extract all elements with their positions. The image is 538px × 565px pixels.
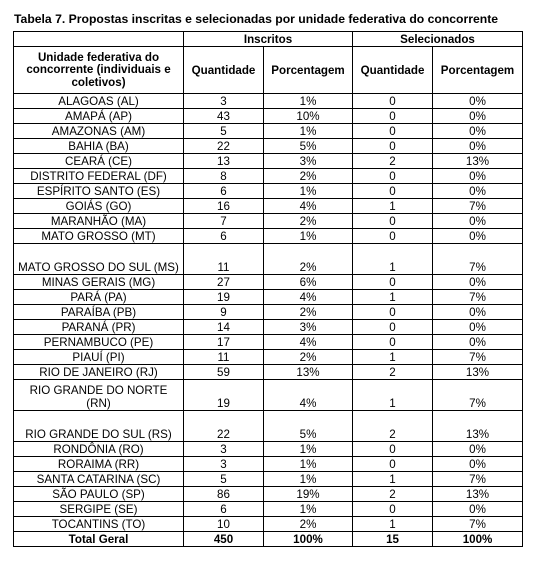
selecionados-porcentagem-cell: 0%: [433, 335, 523, 350]
inscritos-quantidade-cell: 5: [184, 472, 264, 487]
table-row: [14, 380, 523, 411]
inscritos-quantidade-cell: 16: [184, 199, 264, 214]
inscritos-porcentagem-cell: 1%: [264, 442, 353, 457]
selecionados-porcentagem-cell: 0%: [433, 139, 523, 154]
header-selecionados-quantidade: Quantidade: [353, 47, 433, 94]
uf-cell: ALAGOAS (AL): [14, 94, 184, 109]
uf-cell: RORAIMA (RR): [14, 457, 184, 472]
selecionados-quantidade-cell: 0: [353, 184, 433, 199]
inscritos-quantidade-cell: 5: [184, 124, 264, 139]
table-row: [14, 199, 523, 214]
inscritos-quantidade-cell: 9: [184, 305, 264, 320]
table-row: [14, 502, 523, 517]
selecionados-quantidade-cell: 0: [353, 124, 433, 139]
uf-cell: PARAÍBA (PB): [14, 305, 184, 320]
uf-cell: MARANHÃO (MA): [14, 214, 184, 229]
header-sub-row: [14, 47, 523, 94]
inscritos-porcentagem-cell: 1%: [264, 457, 353, 472]
table-row: [14, 517, 523, 532]
inscritos-porcentagem-cell: 2%: [264, 517, 353, 532]
uf-cell: RIO GRANDE DO SUL (RS): [14, 411, 184, 442]
inscritos-quantidade-cell: 19: [184, 290, 264, 305]
inscritos-porcentagem-cell: 5%: [264, 139, 353, 154]
table-row: [14, 457, 523, 472]
total-inscritos-quantidade-cell: 450: [184, 532, 264, 547]
inscritos-porcentagem-cell: 4%: [264, 335, 353, 350]
selecionados-porcentagem-cell: 0%: [433, 229, 523, 244]
selecionados-quantidade-cell: 1: [353, 199, 433, 214]
selecionados-quantidade-cell: 0: [353, 457, 433, 472]
table-row: [14, 184, 523, 199]
selecionados-porcentagem-cell: 13%: [433, 411, 523, 442]
inscritos-porcentagem-cell: 1%: [264, 472, 353, 487]
uf-cell: MATO GROSSO DO SUL (MS): [14, 244, 184, 275]
table-row: [14, 442, 523, 457]
selecionados-porcentagem-cell: 0%: [433, 214, 523, 229]
inscritos-quantidade-cell: 7: [184, 214, 264, 229]
selecionados-quantidade-cell: 0: [353, 275, 433, 290]
uf-cell: MATO GROSSO (MT): [14, 229, 184, 244]
selecionados-quantidade-cell: 1: [353, 472, 433, 487]
selecionados-porcentagem-cell: 7%: [433, 290, 523, 305]
table-row: [14, 305, 523, 320]
table-row: [14, 411, 523, 442]
header-empty-cell: [14, 32, 184, 47]
proposals-table: [13, 31, 523, 547]
selecionados-porcentagem-cell: 0%: [433, 457, 523, 472]
inscritos-porcentagem-cell: 13%: [264, 365, 353, 380]
inscritos-quantidade-cell: 22: [184, 411, 264, 442]
inscritos-quantidade-cell: 14: [184, 320, 264, 335]
inscritos-quantidade-cell: 6: [184, 502, 264, 517]
inscritos-porcentagem-cell: 5%: [264, 411, 353, 442]
table-row: [14, 275, 523, 290]
table-row: [14, 290, 523, 305]
uf-cell: MINAS GERAIS (MG): [14, 275, 184, 290]
inscritos-porcentagem-cell: 2%: [264, 305, 353, 320]
inscritos-quantidade-cell: 22: [184, 139, 264, 154]
selecionados-quantidade-cell: 0: [353, 229, 433, 244]
table-row: [14, 472, 523, 487]
header-group-row: [14, 32, 523, 47]
selecionados-porcentagem-cell: 7%: [433, 199, 523, 214]
inscritos-quantidade-cell: 3: [184, 442, 264, 457]
selecionados-porcentagem-cell: 0%: [433, 305, 523, 320]
selecionados-porcentagem-cell: 0%: [433, 109, 523, 124]
uf-cell: GOIÁS (GO): [14, 199, 184, 214]
selecionados-quantidade-cell: 0: [353, 442, 433, 457]
header-inscritos: Inscritos: [184, 32, 353, 47]
inscritos-quantidade-cell: 6: [184, 184, 264, 199]
header-uf: Unidade federativa do concorrente (individuais e coletivos): [14, 47, 184, 94]
selecionados-quantidade-cell: 2: [353, 365, 433, 380]
table-row: [14, 94, 523, 109]
total-row: [14, 532, 523, 547]
inscritos-porcentagem-cell: 2%: [264, 214, 353, 229]
inscritos-porcentagem-cell: 2%: [264, 350, 353, 365]
selecionados-quantidade-cell: 2: [353, 487, 433, 502]
table-row: [14, 214, 523, 229]
table-row: [14, 335, 523, 350]
selecionados-porcentagem-cell: 13%: [433, 487, 523, 502]
selecionados-quantidade-cell: 0: [353, 502, 433, 517]
inscritos-quantidade-cell: 6: [184, 229, 264, 244]
selecionados-quantidade-cell: 1: [353, 380, 433, 411]
selecionados-porcentagem-cell: 0%: [433, 320, 523, 335]
table-row: [14, 244, 523, 275]
table-body: [14, 94, 523, 547]
inscritos-porcentagem-cell: 3%: [264, 320, 353, 335]
uf-cell: PERNAMBUCO (PE): [14, 335, 184, 350]
uf-cell: DISTRITO FEDERAL (DF): [14, 169, 184, 184]
inscritos-porcentagem-cell: 1%: [264, 502, 353, 517]
selecionados-porcentagem-cell: 7%: [433, 380, 523, 411]
uf-cell: SANTA CATARINA (SC): [14, 472, 184, 487]
table-row: [14, 139, 523, 154]
inscritos-porcentagem-cell: 2%: [264, 169, 353, 184]
total-selecionados-porcentagem-cell: 100%: [433, 532, 523, 547]
table-row: [14, 154, 523, 169]
uf-cell: AMAZONAS (AM): [14, 124, 184, 139]
uf-cell: RIO DE JANEIRO (RJ): [14, 365, 184, 380]
inscritos-quantidade-cell: 17: [184, 335, 264, 350]
inscritos-porcentagem-cell: 1%: [264, 184, 353, 199]
uf-cell: SÃO PAULO (SP): [14, 487, 184, 502]
selecionados-porcentagem-cell: 0%: [433, 184, 523, 199]
selecionados-quantidade-cell: 0: [353, 305, 433, 320]
inscritos-quantidade-cell: 10: [184, 517, 264, 532]
header-selecionados-porcentagem: Porcentagem: [433, 47, 523, 94]
table-row: [14, 365, 523, 380]
inscritos-porcentagem-cell: 4%: [264, 199, 353, 214]
inscritos-porcentagem-cell: 1%: [264, 124, 353, 139]
uf-cell: SERGIPE (SE): [14, 502, 184, 517]
inscritos-porcentagem-cell: 6%: [264, 275, 353, 290]
selecionados-quantidade-cell: 0: [353, 320, 433, 335]
selecionados-quantidade-cell: 0: [353, 335, 433, 350]
selecionados-porcentagem-cell: 7%: [433, 350, 523, 365]
selecionados-porcentagem-cell: 7%: [433, 472, 523, 487]
inscritos-porcentagem-cell: 10%: [264, 109, 353, 124]
table-row: [14, 487, 523, 502]
selecionados-quantidade-cell: 0: [353, 139, 433, 154]
inscritos-quantidade-cell: 3: [184, 457, 264, 472]
table-row: [14, 320, 523, 335]
inscritos-quantidade-cell: 11: [184, 350, 264, 365]
inscritos-quantidade-cell: 19: [184, 380, 264, 411]
inscritos-porcentagem-cell: 1%: [264, 94, 353, 109]
inscritos-quantidade-cell: 13: [184, 154, 264, 169]
selecionados-quantidade-cell: 0: [353, 109, 433, 124]
uf-cell: PARÁ (PA): [14, 290, 184, 305]
selecionados-porcentagem-cell: 13%: [433, 365, 523, 380]
inscritos-porcentagem-cell: 4%: [264, 290, 353, 305]
inscritos-quantidade-cell: 11: [184, 244, 264, 275]
total-selecionados-quantidade-cell: 15: [353, 532, 433, 547]
inscritos-porcentagem-cell: 19%: [264, 487, 353, 502]
selecionados-porcentagem-cell: 0%: [433, 94, 523, 109]
table-row: [14, 169, 523, 184]
inscritos-quantidade-cell: 86: [184, 487, 264, 502]
inscritos-porcentagem-cell: 3%: [264, 154, 353, 169]
selecionados-quantidade-cell: 0: [353, 169, 433, 184]
selecionados-quantidade-cell: 1: [353, 244, 433, 275]
selecionados-porcentagem-cell: 7%: [433, 517, 523, 532]
selecionados-porcentagem-cell: 0%: [433, 169, 523, 184]
selecionados-porcentagem-cell: 0%: [433, 124, 523, 139]
inscritos-quantidade-cell: 43: [184, 109, 264, 124]
header-selecionados: Selecionados: [353, 32, 523, 47]
selecionados-quantidade-cell: 2: [353, 411, 433, 442]
selecionados-quantidade-cell: 1: [353, 290, 433, 305]
header-inscritos-porcentagem: Porcentagem: [264, 47, 353, 94]
uf-cell: PARANÁ (PR): [14, 320, 184, 335]
selecionados-quantidade-cell: 1: [353, 517, 433, 532]
selecionados-quantidade-cell: 2: [353, 154, 433, 169]
uf-cell: AMAPÁ (AP): [14, 109, 184, 124]
table-title: Tabela 7. Propostas inscritas e selecionadas por unidade federativa do concorrente: [14, 12, 499, 26]
selecionados-quantidade-cell: 0: [353, 94, 433, 109]
inscritos-porcentagem-cell: 2%: [264, 244, 353, 275]
uf-cell: TOCANTINS (TO): [14, 517, 184, 532]
uf-cell: RIO GRANDE DO NORTE (RN): [14, 380, 184, 411]
table-row: [14, 350, 523, 365]
uf-cell: CEARÁ (CE): [14, 154, 184, 169]
uf-cell: RONDÔNIA (RO): [14, 442, 184, 457]
selecionados-porcentagem-cell: 13%: [433, 154, 523, 169]
selecionados-porcentagem-cell: 0%: [433, 275, 523, 290]
table-row: [14, 124, 523, 139]
uf-cell: BAHIA (BA): [14, 139, 184, 154]
inscritos-porcentagem-cell: 4%: [264, 380, 353, 411]
inscritos-quantidade-cell: 8: [184, 169, 264, 184]
total-label-cell: Total Geral: [14, 532, 184, 547]
selecionados-porcentagem-cell: 7%: [433, 244, 523, 275]
selecionados-porcentagem-cell: 0%: [433, 442, 523, 457]
inscritos-porcentagem-cell: 1%: [264, 229, 353, 244]
inscritos-quantidade-cell: 3: [184, 94, 264, 109]
uf-cell: PIAUÍ (PI): [14, 350, 184, 365]
selecionados-porcentagem-cell: 0%: [433, 502, 523, 517]
selecionados-quantidade-cell: 0: [353, 214, 433, 229]
table-row: [14, 229, 523, 244]
header-inscritos-quantidade: Quantidade: [184, 47, 264, 94]
uf-cell: ESPÍRITO SANTO (ES): [14, 184, 184, 199]
selecionados-quantidade-cell: 1: [353, 350, 433, 365]
table-row: [14, 109, 523, 124]
inscritos-quantidade-cell: 27: [184, 275, 264, 290]
total-inscritos-porcentagem-cell: 100%: [264, 532, 353, 547]
inscritos-quantidade-cell: 59: [184, 365, 264, 380]
